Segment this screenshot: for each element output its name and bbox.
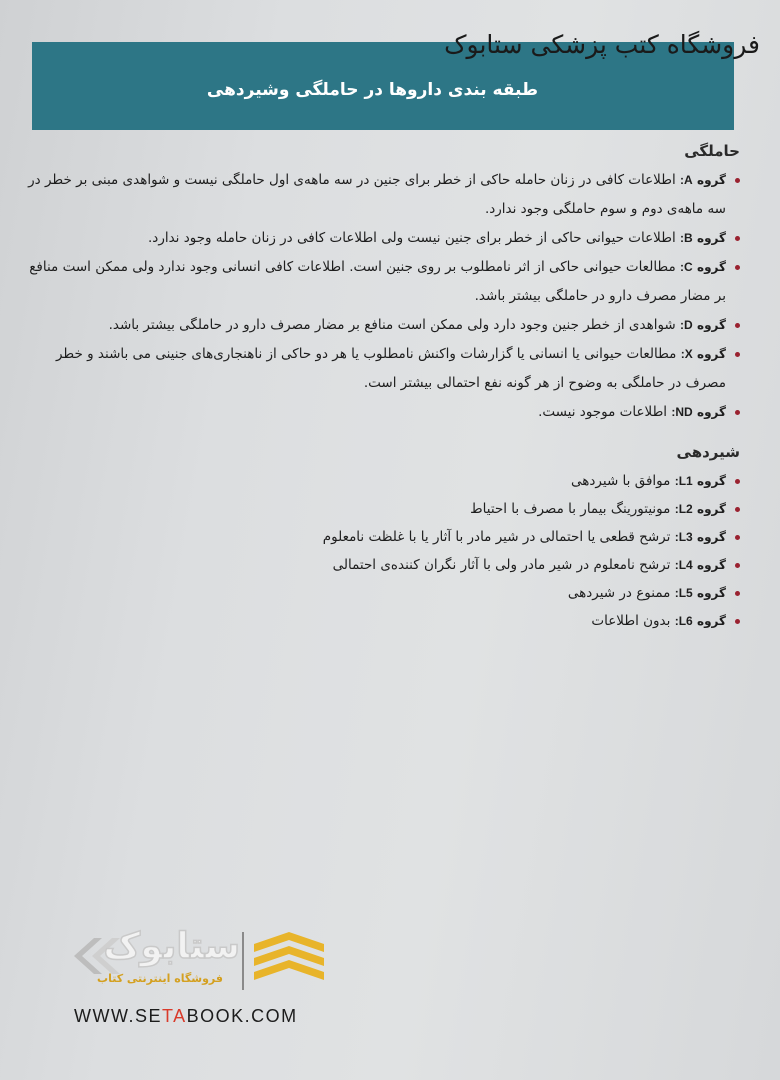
group-description: بدون اطلاعات bbox=[591, 613, 671, 629]
store-watermark: فروشگاه کتب پزشکی ستابوک bbox=[444, 30, 760, 59]
group-code: D: bbox=[680, 318, 693, 332]
list-item bbox=[28, 551, 740, 579]
group-label: گروه bbox=[697, 530, 726, 544]
group-code: L4: bbox=[674, 558, 693, 572]
logo-subtitle: فروشگاه اینترنتی کتاب bbox=[97, 972, 223, 985]
group-label: گروه bbox=[697, 558, 726, 572]
url-highlight: TA bbox=[162, 1006, 187, 1026]
logo-wordmark: ستابوک bbox=[103, 926, 240, 967]
group-code: L2: bbox=[674, 502, 693, 516]
group-description: مونیتورینگ بیمار با مصرف با احتیاط bbox=[470, 501, 671, 517]
pregnancy-list bbox=[28, 166, 740, 427]
list-item bbox=[28, 166, 740, 224]
bullet-icon bbox=[735, 479, 740, 484]
group-description: ممنوع در شیردهی bbox=[567, 585, 671, 601]
group-code: L3: bbox=[674, 530, 693, 544]
group-code: X: bbox=[680, 347, 693, 361]
website-url[interactable] bbox=[74, 1006, 298, 1027]
list-item bbox=[28, 311, 740, 340]
group-description: شواهدی از خطر جنین وجود دارد ولی ممکن است منافع بر مضار مصرف دارو در حاملگی بیشتر باشد. bbox=[108, 317, 676, 333]
group-code: ND: bbox=[671, 405, 693, 419]
bullet-icon bbox=[735, 591, 740, 596]
logo-divider bbox=[242, 932, 244, 990]
group-description: ترشح نامعلوم در شیر مادر ولی با آثار نگران کننده‌ی احتمالی bbox=[332, 557, 671, 573]
lactation-list bbox=[28, 467, 740, 635]
section-title-lactation: شیردهی bbox=[676, 443, 740, 461]
group-label: گروه bbox=[697, 502, 726, 516]
bullet-icon bbox=[735, 236, 740, 241]
list-item bbox=[28, 253, 740, 311]
group-description: مطالعات حیوانی حاکی از اثر نامطلوب بر روی جنین است. اطلاعات کافی انسانی وجود ندارد ولی ممکن است منافع بر مضار مصرف دارو در حاملگی بیشتر باشد. bbox=[29, 259, 726, 304]
group-code: L6: bbox=[674, 614, 693, 628]
group-label: گروه bbox=[697, 318, 726, 332]
list-item bbox=[28, 398, 740, 427]
bullet-icon bbox=[735, 352, 740, 357]
list-item bbox=[28, 340, 740, 398]
group-code: B: bbox=[680, 231, 693, 245]
group-code: A: bbox=[680, 173, 693, 187]
group-code: L1: bbox=[674, 474, 693, 488]
bullet-icon bbox=[735, 410, 740, 415]
url-prefix: WWW.SE bbox=[74, 1006, 162, 1026]
group-label: گروه bbox=[697, 231, 726, 245]
group-label: گروه bbox=[697, 614, 726, 628]
bullet-icon bbox=[735, 265, 740, 270]
list-item bbox=[28, 579, 740, 607]
group-description: موافق با شیردهی bbox=[571, 473, 671, 489]
list-item bbox=[28, 607, 740, 635]
bullet-icon bbox=[735, 535, 740, 540]
group-code: L5: bbox=[674, 586, 693, 600]
group-description: اطلاعات حیوانی حاکی از خطر برای جنین نیست ولی اطلاعات کافی در زنان حامله وجود ندارد. bbox=[148, 230, 676, 246]
group-description: اطلاعات موجود نیست. bbox=[538, 404, 668, 420]
group-label: گروه bbox=[697, 474, 726, 488]
list-item bbox=[28, 467, 740, 495]
bullet-icon bbox=[735, 178, 740, 183]
bullet-icon bbox=[735, 323, 740, 328]
group-label: گروه bbox=[697, 405, 726, 419]
list-item bbox=[28, 523, 740, 551]
list-item bbox=[28, 224, 740, 253]
section-title-pregnancy: حاملگی bbox=[684, 142, 740, 160]
bullet-icon bbox=[735, 619, 740, 624]
group-description: مطالعات حیوانی یا انسانی یا گزارشات واکنش نامطلوب یا هر دو حاکی از ناهنجاری‌های جنینی می باشند و خطر مصرف در حاملگی به وضوح از هر گونه نفع احتمالی بیشتر است. bbox=[55, 346, 726, 391]
page-title: طبقه بندی داروها در حاملگی وشیردهی bbox=[206, 80, 538, 100]
group-code: C: bbox=[680, 260, 693, 274]
list-item bbox=[28, 495, 740, 523]
group-description: اطلاعات کافی در زنان حامله حاکی از خطر برای جنین در سه ماهه‌ی اول حاملگی نیست و شواهدی مبنی بر خطر در سه ماهه‌ی دوم و سوم حاملگی وجود ندارد. bbox=[28, 172, 726, 217]
group-label: گروه bbox=[697, 586, 726, 600]
bullet-icon bbox=[735, 507, 740, 512]
group-label: گروه bbox=[697, 173, 726, 187]
gold-chevron-icon bbox=[254, 960, 324, 980]
group-label: گروه bbox=[697, 260, 726, 274]
bullet-icon bbox=[735, 563, 740, 568]
group-label: گروه bbox=[697, 347, 726, 361]
group-description: ترشح قطعی یا احتمالی در شیر مادر با آثار یا با غلظت نامعلوم bbox=[322, 529, 671, 545]
content-body bbox=[28, 138, 740, 635]
url-suffix: BOOK.COM bbox=[186, 1006, 298, 1026]
